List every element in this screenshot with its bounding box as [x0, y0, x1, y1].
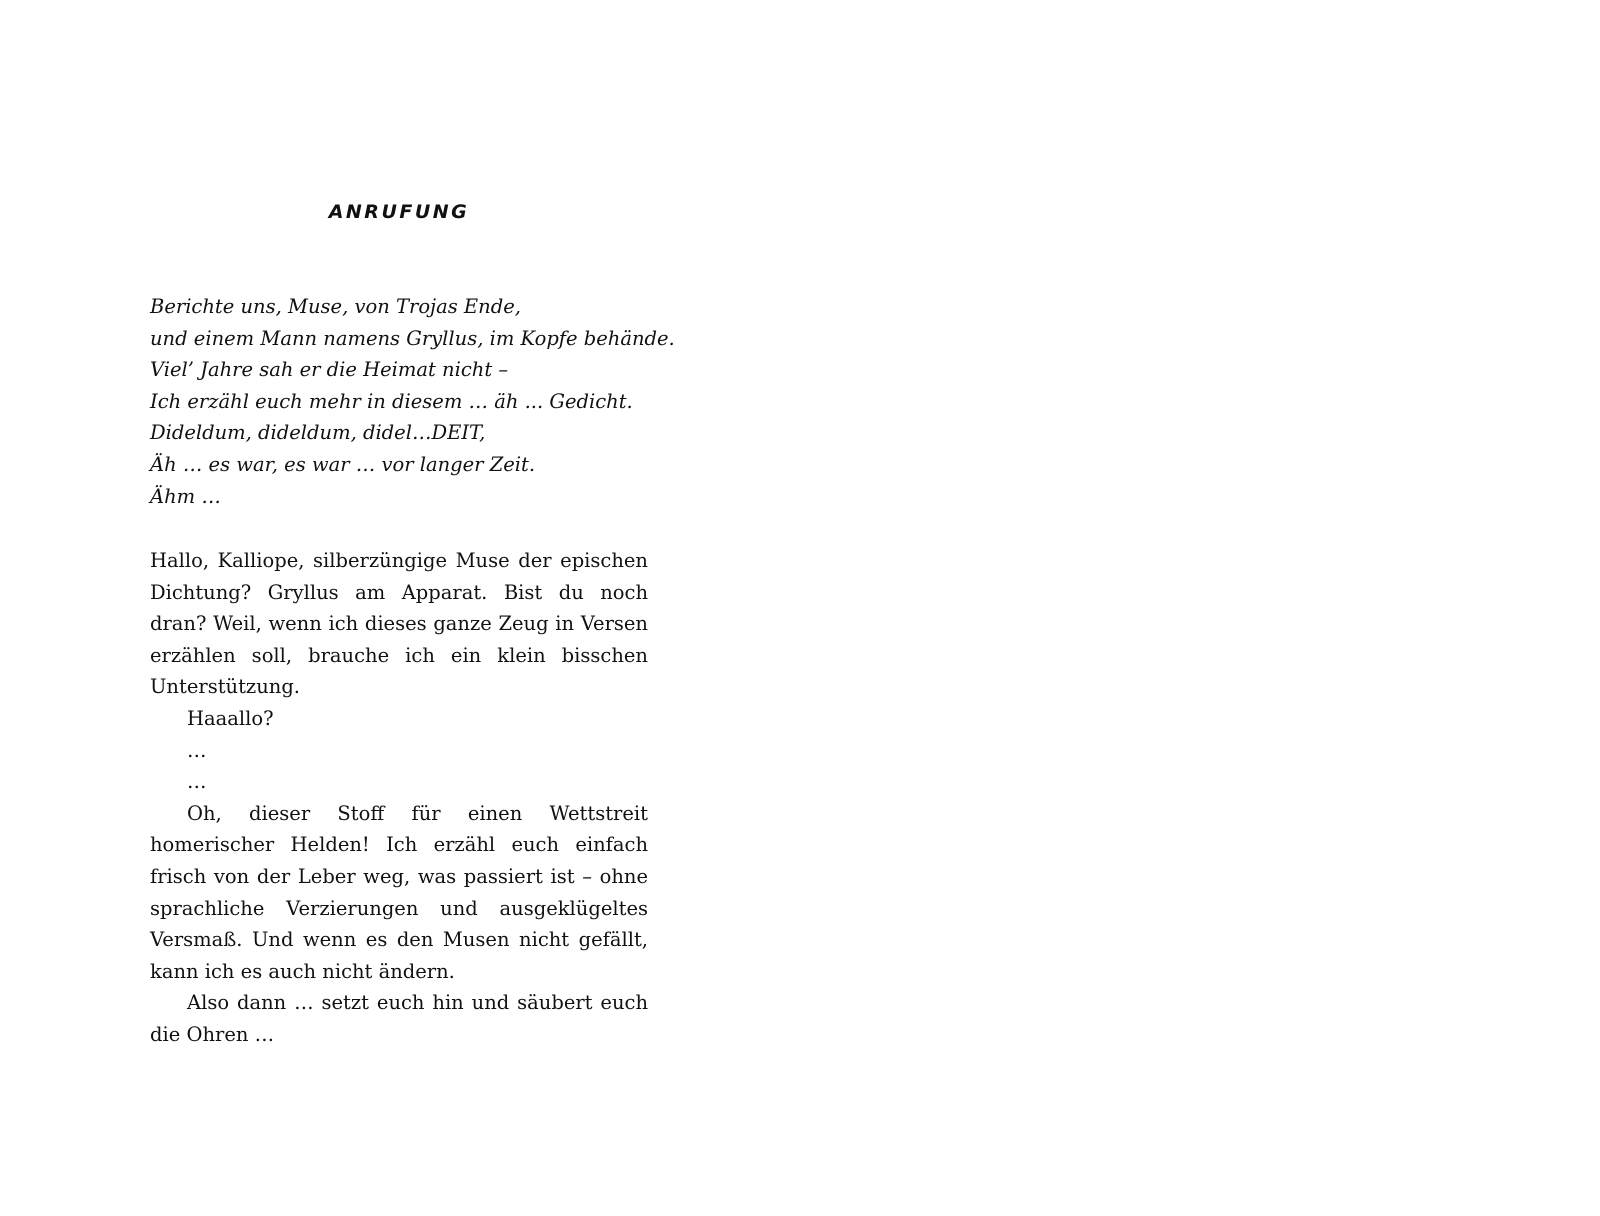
chapter-heading: ANRUFUNG: [328, 201, 470, 223]
paragraph-closing: Also dann … setzt euch hin und säubert euch die Ohren …: [150, 991, 648, 1046]
paragraph-ellipsis-2: …: [187, 770, 207, 794]
verse-line: Dideldum, dideldum, didel…DEIT,: [150, 421, 486, 445]
verse-line: und einem Mann namens Gryllus, im Kopfe behände.: [150, 326, 675, 350]
verse-line: Viel’ Jahre sah er die Heimat nicht –: [150, 358, 509, 382]
prose-block: [150, 545, 648, 1051]
paragraph-call: Hallo, Kalliope, silberzüngige Muse der epischen Dichtung? Gryllus am Apparat. Bist du noch dran? Weil, wenn ich dieses ganze Zeug in Versen erzählen soll, brauche ich ein klein bisschen Unterstützung.: [150, 549, 648, 699]
verse-block: [150, 291, 675, 512]
paragraph-hello: Haaallo?: [187, 706, 274, 730]
verse-line: Äh … es war, es war … vor langer Zeit.: [150, 452, 536, 476]
verse-line: Ähm …: [150, 484, 221, 508]
verse-line: Berichte uns, Muse, von Trojas Ende,: [150, 295, 521, 318]
paragraph-ellipsis-1: …: [187, 738, 207, 762]
paragraph-story: Oh, dieser Stoff für einen Wettstreit homerischer Helden! Ich erzähl euch einfach frisch von der Leber weg, was passiert ist – ohne sprachliche Verzierungen und ausgeklügeltes Versmaß. Und wenn es den Musen nicht gefällt, kann ich es auch nicht ändern.: [150, 801, 648, 983]
verse-line: Ich erzähl euch mehr in diesem … äh ... Gedicht.: [150, 389, 633, 413]
